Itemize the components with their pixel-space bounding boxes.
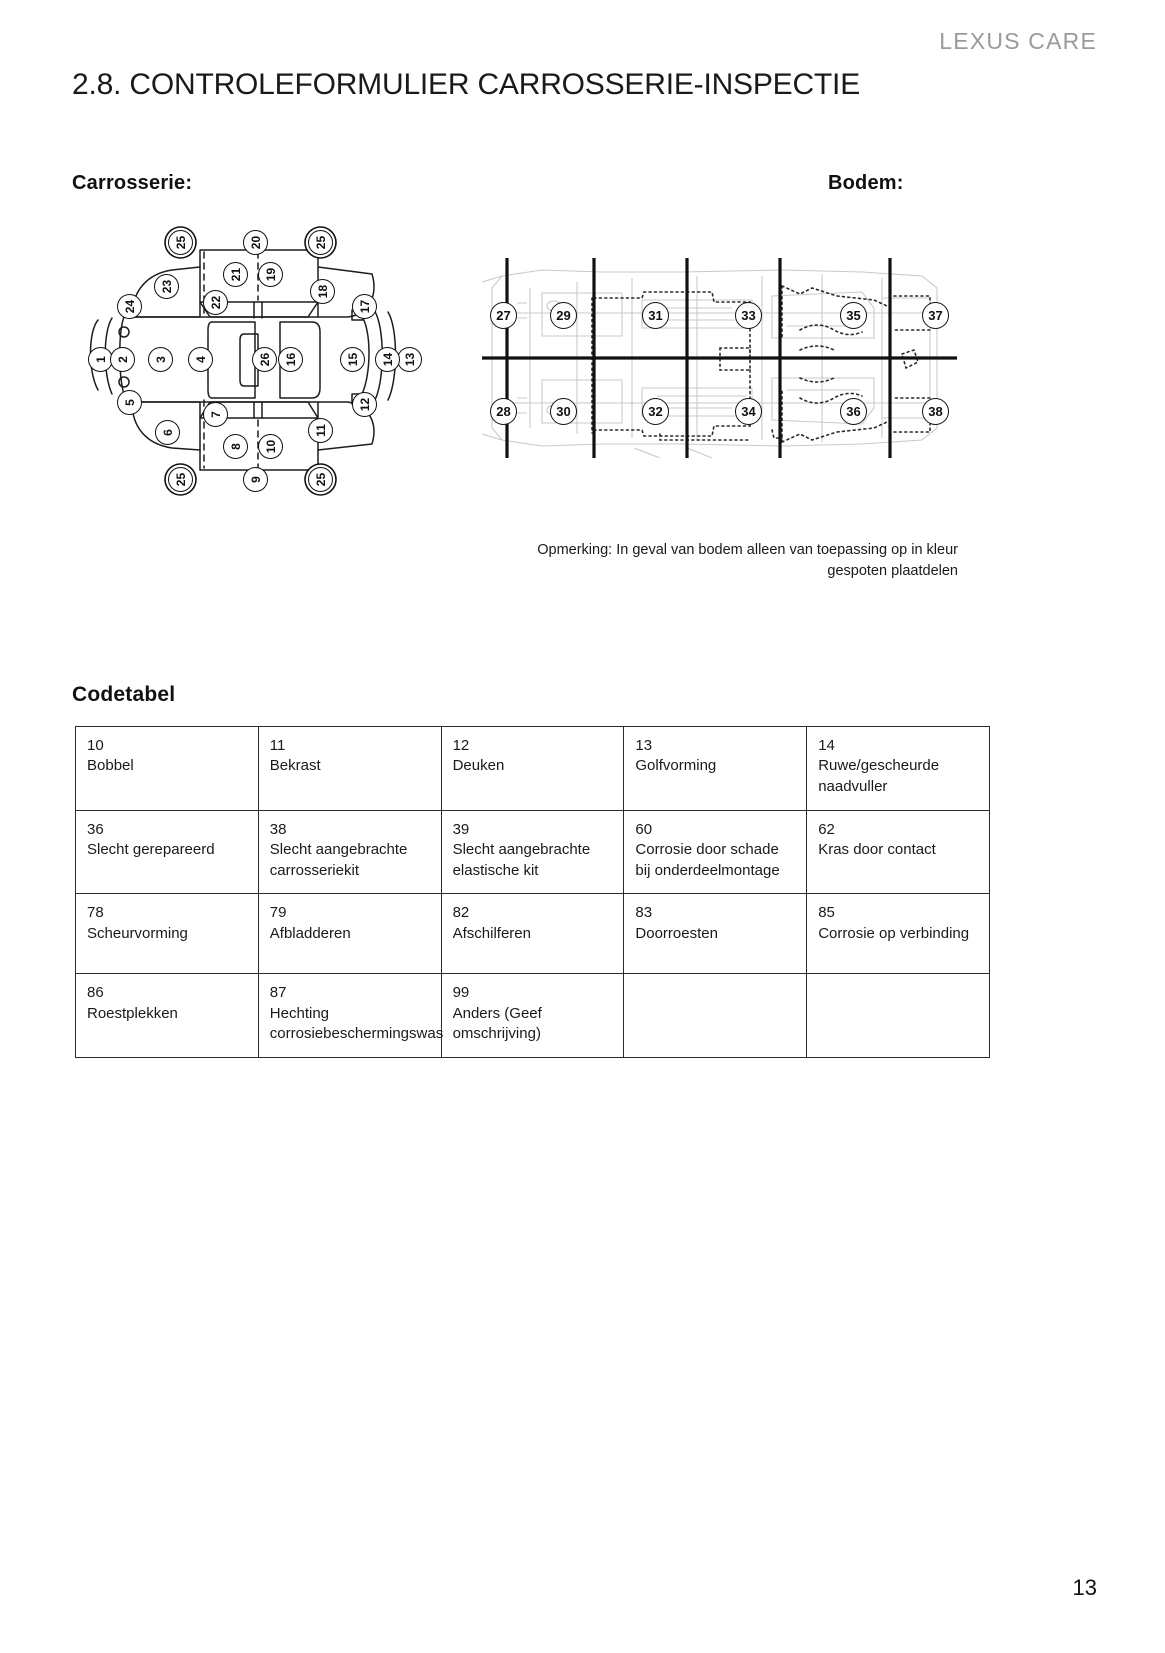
floor-callout-31[interactable]: 31 — [642, 302, 669, 329]
callout-20[interactable]: 20 — [243, 230, 268, 255]
table-cell — [441, 894, 624, 974]
table-cell — [441, 974, 624, 1058]
table-cell — [624, 810, 807, 894]
code-description: Kras door contact — [818, 840, 936, 858]
bodem-note-line1: Opmerking: In geval van bodem alleen van toepassing op in kleur — [537, 542, 958, 558]
table-cell-empty — [624, 974, 807, 1058]
bodem-note — [500, 540, 958, 582]
code-description: Bekrast — [269, 757, 321, 775]
section-label-carrosserie: Carrosserie: — [72, 172, 193, 194]
code-description: Deuken — [452, 757, 505, 775]
floor-callout-30[interactable]: 30 — [550, 398, 577, 425]
table-cell — [807, 810, 990, 894]
floor-callout-34[interactable]: 34 — [735, 398, 762, 425]
callout-10[interactable]: 10 — [258, 434, 283, 459]
table-cell — [624, 727, 807, 811]
code-value: 14 — [818, 737, 835, 754]
callout-8[interactable]: 8 — [223, 434, 248, 459]
code-value: 36 — [87, 820, 104, 838]
code-description: Hechting corrosiebeschermingswas — [269, 1004, 444, 1043]
table-cell — [258, 727, 441, 811]
code-value: 10 — [87, 737, 104, 754]
code-value: 13 — [635, 737, 653, 754]
floor-callout-36[interactable]: 36 — [840, 398, 867, 425]
bodem-vector-art — [482, 258, 957, 458]
table-cell — [807, 894, 990, 974]
callout-25-rear-right[interactable]: 25 — [308, 467, 333, 492]
callout-11[interactable]: 11 — [308, 418, 333, 443]
floor-callout-29[interactable]: 29 — [550, 302, 577, 329]
callout-14[interactable]: 14 — [375, 347, 400, 372]
callout-12[interactable]: 12 — [352, 392, 377, 417]
floor-callout-35[interactable]: 35 — [840, 302, 867, 329]
code-description: Ruwe/gescheurde naadvuller — [818, 757, 940, 795]
callout-3[interactable]: 3 — [148, 347, 173, 372]
table-row — [76, 974, 990, 1058]
code-description: Bobbel — [87, 757, 134, 775]
codetabel-title: Codetabel — [72, 683, 176, 706]
table-row — [76, 894, 990, 974]
callout-5[interactable]: 5 — [117, 390, 142, 415]
code-value: 85 — [818, 904, 835, 922]
code-description: Scheurvorming — [87, 924, 188, 942]
carrosserie-diagram — [80, 222, 425, 487]
table-cell — [76, 727, 259, 811]
callout-23[interactable]: 23 — [154, 274, 179, 299]
table-cell — [624, 894, 807, 974]
callout-1[interactable]: 1 — [88, 347, 113, 372]
floor-callout-27[interactable]: 27 — [490, 302, 517, 329]
code-value: 87 — [269, 984, 287, 1002]
code-description: Afbladderen — [269, 924, 351, 942]
code-value: 11 — [269, 737, 286, 754]
callout-25-front-right[interactable]: 25 — [308, 230, 333, 255]
callout-18[interactable]: 18 — [310, 279, 335, 304]
table-cell — [258, 894, 441, 974]
code-value: 60 — [635, 820, 653, 838]
bodem-note-line2: gespoten plaatdelen — [827, 563, 958, 580]
callout-6[interactable]: 6 — [155, 420, 180, 445]
callout-2[interactable]: 2 — [110, 347, 135, 372]
code-value: 12 — [452, 737, 470, 754]
callout-15[interactable]: 15 — [340, 347, 365, 372]
table-cell — [258, 974, 444, 1058]
code-value: 82 — [452, 904, 470, 922]
code-description: Corrosie op verbinding — [818, 924, 970, 942]
floor-callout-37[interactable]: 37 — [922, 302, 949, 329]
callout-4[interactable]: 4 — [188, 347, 213, 372]
table-cell — [76, 894, 259, 974]
page-title: 2.8. CONTROLEFORMULIER CARROSSERIE-INSPECTIE — [72, 68, 861, 101]
code-description: Slecht aangebrachte elastische kit — [452, 840, 591, 879]
callout-25-rear-left[interactable]: 25 — [168, 467, 193, 492]
code-value: 79 — [269, 904, 287, 922]
callout-21[interactable]: 21 — [223, 262, 248, 287]
code-description: Slecht gerepareerd — [87, 840, 215, 858]
floor-callout-32[interactable]: 32 — [642, 398, 669, 425]
table-cell — [258, 810, 441, 894]
code-value: 62 — [818, 820, 835, 838]
brand-header: LEXUS CARE — [939, 28, 1097, 54]
callout-26[interactable]: 26 — [252, 347, 277, 372]
callout-13[interactable]: 13 — [397, 347, 422, 372]
code-value: 99 — [452, 984, 470, 1002]
floor-callout-38[interactable]: 38 — [922, 398, 949, 425]
table-cell — [76, 810, 259, 894]
page-number: 13 — [1072, 1575, 1097, 1600]
code-description: Roestplekken — [87, 1004, 178, 1022]
callout-19[interactable]: 19 — [258, 262, 283, 287]
bodem-diagram — [482, 258, 957, 458]
codetabel — [75, 726, 990, 1058]
section-label-bodem: Bodem: — [828, 172, 904, 194]
table-cell — [807, 727, 990, 811]
table-cell — [76, 974, 259, 1058]
code-description: Corrosie door schade bij onderdeelmontage — [635, 840, 780, 879]
table-cell — [441, 810, 624, 894]
floor-callout-33[interactable]: 33 — [735, 302, 762, 329]
callout-25-front-left[interactable]: 25 — [168, 230, 193, 255]
code-value: 38 — [269, 820, 287, 838]
table-row — [76, 810, 990, 894]
code-description: Golfvorming — [635, 757, 717, 775]
callout-9[interactable]: 9 — [243, 467, 268, 492]
floor-callout-28[interactable]: 28 — [490, 398, 517, 425]
code-description: Afschilferen — [452, 924, 531, 942]
callout-17[interactable]: 17 — [352, 294, 377, 319]
code-description: Doorroesten — [635, 924, 718, 942]
callout-24[interactable]: 24 — [117, 294, 142, 319]
code-description: Slecht aangebrachte carrosseriekit — [269, 840, 408, 879]
callout-16[interactable]: 16 — [278, 347, 303, 372]
table-cell — [441, 727, 624, 811]
code-description: Anders (Geef omschrijving) — [452, 1004, 542, 1043]
table-cell-empty — [807, 974, 990, 1058]
code-value: 78 — [87, 904, 104, 922]
callout-7[interactable]: 7 — [203, 402, 228, 427]
callout-22[interactable]: 22 — [203, 290, 228, 315]
code-value: 86 — [87, 984, 104, 1002]
table-row — [76, 727, 990, 811]
code-value: 83 — [635, 904, 653, 922]
code-value: 39 — [452, 820, 470, 838]
